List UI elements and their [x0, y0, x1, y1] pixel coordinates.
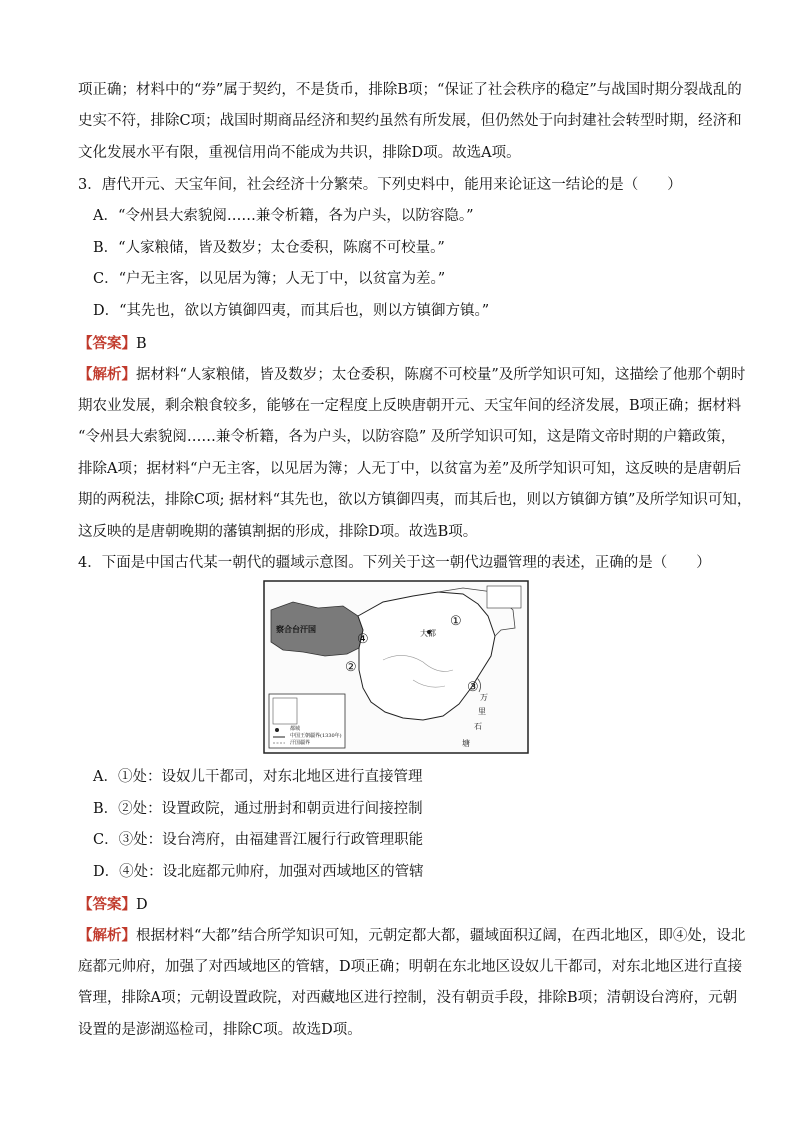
question-4-stem: 4．下面是中国古代某一朝代的疆域示意图。下列关于这一朝代边疆管理的表述，正确的是（ ）: [78, 555, 711, 571]
territory-map: [263, 580, 529, 754]
question-3-analysis-line: 期的两税法，排除C项; 据材料“其先也，欲以方镇御四夷，而其后也，则以方镇御方镇”及所学知识可知，: [78, 492, 752, 508]
question-3-analysis-line: 期农业发展，剩余粮食较多，能够在一定程度上反映唐朝开元、天宝年间的经济发展，B项正确；据材料: [78, 398, 742, 414]
answer-value: D: [136, 897, 148, 913]
inset-box: [487, 586, 521, 608]
map-sea-label: 万: [480, 693, 488, 702]
question-4-analysis-line: 设置的是澎湖巡检司，排除C项。故选D项。: [78, 1022, 362, 1038]
question-3-analysis-line: [78, 359, 746, 391]
answer-value: B: [136, 336, 147, 352]
question-4-option-d: D．④处：设北庭都元帅府，加强对西域地区的管辖: [93, 864, 424, 880]
map-sea-label: 里: [478, 707, 486, 716]
question-3-stem: 3．唐代开元、天宝年间，社会经济十分繁荣。下列史料中，能用来论证这一结论的是（ ）: [78, 177, 682, 193]
map-marker-4: ④: [357, 632, 369, 647]
question-4-analysis-line: [78, 920, 746, 952]
map-sea-label: 塘: [462, 739, 470, 748]
question-4-option-c: C．③处：设台湾府，由福建晋江履行行政管理职能: [93, 832, 424, 848]
text-line: 史实不符，排除C项；战国时期商品经济和契约虽然有所发展，但仍然处于向封建社会转型时期，经济和: [78, 113, 742, 129]
analysis-text: 根据材料“大都”结合所学知识可知，元朝定都大都，疆域面积辽阔，在西北地区，即④处，设北: [136, 928, 746, 944]
map-legend-border: 中国王朝疆界(1330年): [290, 733, 342, 739]
question-4-option-a: A．①处：设奴儿干都司，对东北地区进行直接管理: [93, 769, 423, 785]
map-marker-1: ①: [450, 614, 462, 629]
map-marker-3: ③: [467, 680, 479, 695]
map-legend-capital: 都城: [290, 726, 301, 732]
question-4-answer: [78, 889, 726, 921]
islands-inset: [273, 698, 297, 724]
analysis-tag: 【解析】: [78, 927, 136, 944]
text-line: 文化发展水平有限，重视信用尚不能成为共识，排除D项。故选A项。: [78, 145, 521, 161]
map-capital-label: 大都: [420, 629, 436, 638]
question-4-option-b: B．②处：设置政院，通过册封和朝贡进行间接控制: [93, 801, 423, 817]
map-marker-2: ②: [345, 660, 357, 675]
question-3-analysis-line: 排除A项；据材料“户无主客，以见居为簿；人无丁中，以贫富为差”及所学知识可知，这反映的是唐朝后: [78, 461, 742, 477]
answer-tag: 【答案】: [78, 335, 136, 352]
analysis-text: 据材料“人家粮储，皆及数岁；太仓委积，陈腐不可校量”及所学知识可知，这描绘了他那个朝时: [136, 367, 746, 383]
question-3-option-d: D．“其先也，欲以方镇御四夷，而其后也，则以方镇御方镇。”: [93, 303, 490, 319]
text-line: 项正确；材料中的“券”属于契约，不是货币，排除B项；“保证了社会秩序的稳定”与战国时期分裂战乱的: [78, 82, 742, 98]
question-3-option-c: C．“户无主客，以见居为簿；人无丁中，以贫富为差。”: [93, 271, 446, 287]
question-3-analysis-line: 这反映的是唐朝晚期的藩镇割据的形成，排除D项。故选B项。: [78, 524, 478, 540]
map-region-label: 察合台汗国: [276, 624, 316, 634]
map-legend-khanate: 汗国疆界: [290, 740, 311, 746]
question-3-option-a: A．“令州县大索貌阅……兼令析籍，各为户头，以防容隐。”: [93, 208, 474, 224]
answer-tag: 【答案】: [78, 896, 136, 913]
analysis-tag: 【解析】: [78, 366, 136, 383]
map-sea-label: 石: [474, 722, 482, 731]
question-3-option-b: B．“人家粮储，皆及数岁；太仓委积，陈腐不可校量。”: [93, 240, 445, 256]
question-4-analysis-line: 管理，排除A项；元朝设置政院，对西藏地区进行控制，没有朝贡手段，排除B项；清朝设台湾府，元朝: [78, 990, 738, 1006]
capital-symbol: [275, 728, 279, 732]
question-3-answer: [78, 328, 726, 360]
question-3-analysis-line: “令州县大索貌阅……兼令析籍，各为户头，以防容隐” 及所学知识可知，这是隋文帝时期的户籍政策，: [78, 429, 736, 445]
question-4-analysis-line: 庭都元帅府，加强了对西域地区的管辖，D项正确；明朝在东北地区设奴儿干都司，对东北地区进行直接: [78, 959, 743, 975]
